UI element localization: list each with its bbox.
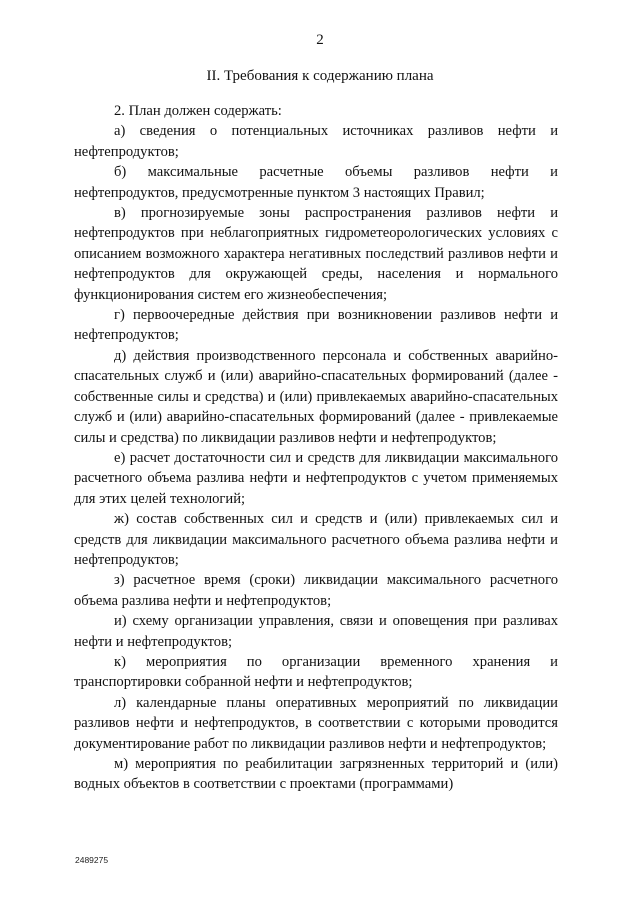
list-item: д) действия производственного персонала и собственных аварийно-спасательных служб и (или) аварийно-спасательных формирований (далее - собственные силы и средства) и (или) привлекаемых аварийно-спасательных служб и (или) аварийно-спасательных формирований (далее - привлекаемые силы и средства) по ликвидации разливов нефти и нефтепродуктов; bbox=[74, 347, 558, 446]
document-code: 2489275 bbox=[75, 855, 109, 865]
document-body bbox=[74, 101, 558, 795]
list-item: к) мероприятия по организации временного хранения и транспортировки собранной нефти и нефтепродуктов; bbox=[74, 653, 558, 691]
list-item: л) календарные планы оперативных мероприятий по ликвидации разливов нефти и нефтепродуктов, в соответствии с которыми проводится документирование работ по ликвидации разливов нефти и нефтепродуктов; bbox=[74, 694, 558, 752]
intro-paragraph: 2. План должен содержать: bbox=[114, 103, 282, 119]
section-title: II. Требования к содержанию плана bbox=[206, 68, 434, 84]
list-item: з) расчетное время (сроки) ликвидации максимального расчетного объема разлива нефти и нефтепродуктов; bbox=[74, 572, 558, 609]
list-item: г) первоочередные действия при возникновении разливов нефти и нефтепродуктов; bbox=[74, 307, 558, 344]
list-item: е) расчет достаточности сил и средств для ликвидации максимального расчетного объема разлива нефти и нефтепродуктов с учетом применяемых для этих целей технологий; bbox=[74, 449, 558, 507]
list-item: и) схему организации управления, связи и оповещения при разливах нефти и нефтепродуктов; bbox=[74, 613, 558, 650]
list-item: м) мероприятия по реабилитации загрязненных территорий и (или) водных объектов в соответствии с проектами (программами) bbox=[74, 756, 558, 793]
list-item: а) сведения о потенциальных источниках разливов нефти и нефтепродуктов; bbox=[74, 123, 558, 160]
page-number: 2 bbox=[316, 32, 324, 48]
list-item: ж) состав собственных сил и средств и (или) привлекаемых сил и средств для ликвидации максимального расчетного объема разлива нефти и нефтепродуктов; bbox=[74, 511, 558, 568]
list-item: б) максимальные расчетные объемы разливов нефти и нефтепродуктов, предусмотренные пунктом 3 настоящих Правил; bbox=[74, 164, 558, 201]
list-item: в) прогнозируемые зоны распространения разливов нефти и нефтепродуктов при неблагоприятных гидрометеорологических условиях с описанием возможного характера негативных последствий разливов нефти и нефтепродуктов для окружающей среды, населения и нормального функционирования систем его жизнеобеспечения; bbox=[74, 205, 558, 303]
